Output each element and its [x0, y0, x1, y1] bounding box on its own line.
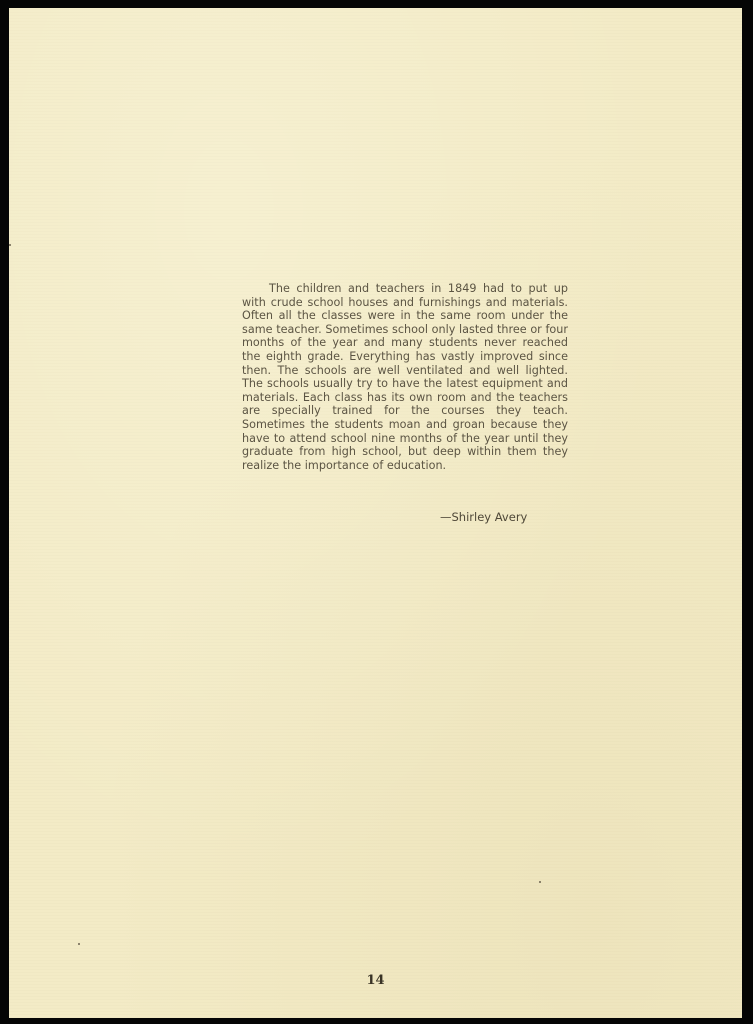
paper-speck [78, 943, 80, 945]
document-page [9, 8, 742, 1018]
essay-paragraph: The children and teachers in 1849 had to put up with crude school houses and furnishings and materials. Often all the classes were in the same room under the same teacher. Sometimes school only lasted three or four months of the year and many students never reached the eighth grade. Everything has vastly improved since then. The schools are well ventilated and well lighted. The schools usually try to have the latest equipment and materials. Each class has its own room and the teachers are specially trained for the courses they teach. Sometimes the students moan and groan because they have to attend school nine months of the year until they graduate from high school, but deep within them they realize the importance of education. [242, 282, 568, 472]
paper-speck [539, 881, 541, 883]
page-number: 14 [366, 973, 385, 988]
author-signature: —Shirley Avery [440, 510, 528, 524]
paper-speck [9, 244, 11, 246]
